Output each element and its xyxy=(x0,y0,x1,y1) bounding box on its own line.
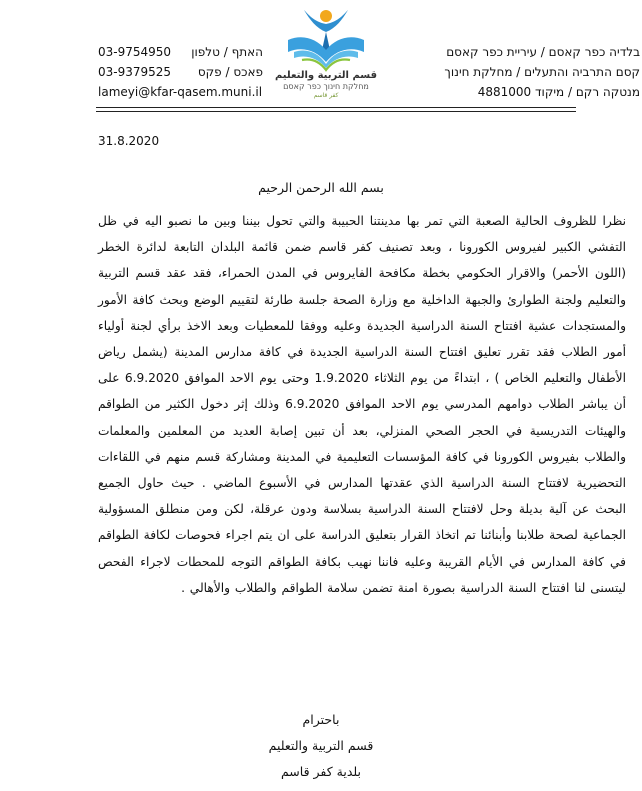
phone-label: האתף / טלפון xyxy=(191,45,263,59)
letter-body: نظرا للظروف الحالية الصعبة التي تمر بها مدينتنا الحبيبة والتي تحول بيننا وبين ما نصبو اليه في ظل التفشي الكبير لفيروس الكورونا ، وبعد تصنيف كفر قاسم ضمن قائمة البلدان التابعة لدائرة الخطر (اللون الأحمر) والاقرار الحكومي بخطة مكافحة الفايروس في المدن الحمراء، فقد عقد قسم التربية والتعليم ولجنة الطوارئ والجبهة الداخلية مع وزارة الصحة جلسة طارئة لتقييم الوضع وبحث كافة الأمور والمستجدات عشية افتتاح السنة الدراسية الجديدة وعليه ووفقا للمعطيات وبعد الاخذ برأي لجنة أولياء أمور الطلاب فقد تقرر تعليق افتتاح السنة الدراسية الجديدة في كافة مدارس المدينة (يشمل رياض الأطفال والتعليم الخاص ) ، ابتداءً من يوم الثلاثاء 1.9.2020 وحتى يوم الاحد الموافق 6.9.2020 على أن يباشر الطلاب دوامهم المدرسي يوم الاحد الموافق 6.9.2020 وذلك إثر دخول الكثير من الطواقم والهيئات التدريسية في الحجر الصحي المنزلي، بعد أن تبين إصابة العديد من المعلمين والمعلمات والطلاب بفيروس الكورونا في كافة المؤسسات التعليمية في المدينة ومشاركة قسم منهم في اللقاءات التحضيرية لافتتاح السنة الدراسية الذي عقدتها المدارس في الأسبوع الماضي . حيث حاول الجميع البحث عن آلية بديلة وحل لافتتاح السنة الدراسية بسلاسة ودون عرقلة، لكن ومن منطلق المسؤولية الجماعية لصحة طلابنا وأبنائنا تم اتخاذ القرار بتعليق الدراسة على ان يتم اجراء فحوصات لكافة الطواقم في كافة المدارس في الأيام القريبة وعليه فاننا نهيب بكافة الطواقم التوجه للمحطات لاجراء الفحص ليتسنى لنا افتتاح السنة الدراسية بصورة امنة تضمن سلامة الطواقم والطلاب والأهالي . xyxy=(98,214,627,595)
fax-row xyxy=(98,62,263,82)
department-name: קסם התרביה והתעלים / מחלקת חינוך xyxy=(444,65,640,79)
phone-row xyxy=(98,42,263,62)
logo-title-hebrew: מחלקת חינוך כפר קאסם xyxy=(283,82,369,91)
phone-number: 03-9754950 xyxy=(98,45,172,59)
book-logo-icon xyxy=(280,6,372,72)
postal-code: מנטקה רקם / מיקוד 4881000 xyxy=(477,85,640,99)
email-address: lameyi@kfar-qasem.muni.il xyxy=(98,85,263,99)
email-row xyxy=(98,82,263,102)
signature-municipality: بلدية كفر قاسم xyxy=(280,764,362,779)
logo-title-arabic: قسم التربية والتعليم xyxy=(274,70,378,81)
logo-subtitle: كفر قاسم xyxy=(313,92,339,99)
letter-date: 31.8.2020 xyxy=(98,134,160,148)
closing-line: باحترام xyxy=(302,712,340,727)
contact-block xyxy=(98,42,263,102)
header-divider-bottom xyxy=(96,111,576,112)
fax-label: פאכס / פקס xyxy=(197,65,263,79)
fax-number: 03-9379525 xyxy=(98,65,172,79)
municipality-address-block xyxy=(430,42,640,102)
signature-department: قسم التربية والتعليم xyxy=(268,738,374,753)
municipality-name: בלדיה כפר קאסם / עיריית כפר קאסם xyxy=(446,45,640,59)
header-divider-top xyxy=(96,107,576,108)
basmala: بسم الله الرحمن الرحيم xyxy=(258,180,384,195)
logo-caption xyxy=(270,70,382,100)
